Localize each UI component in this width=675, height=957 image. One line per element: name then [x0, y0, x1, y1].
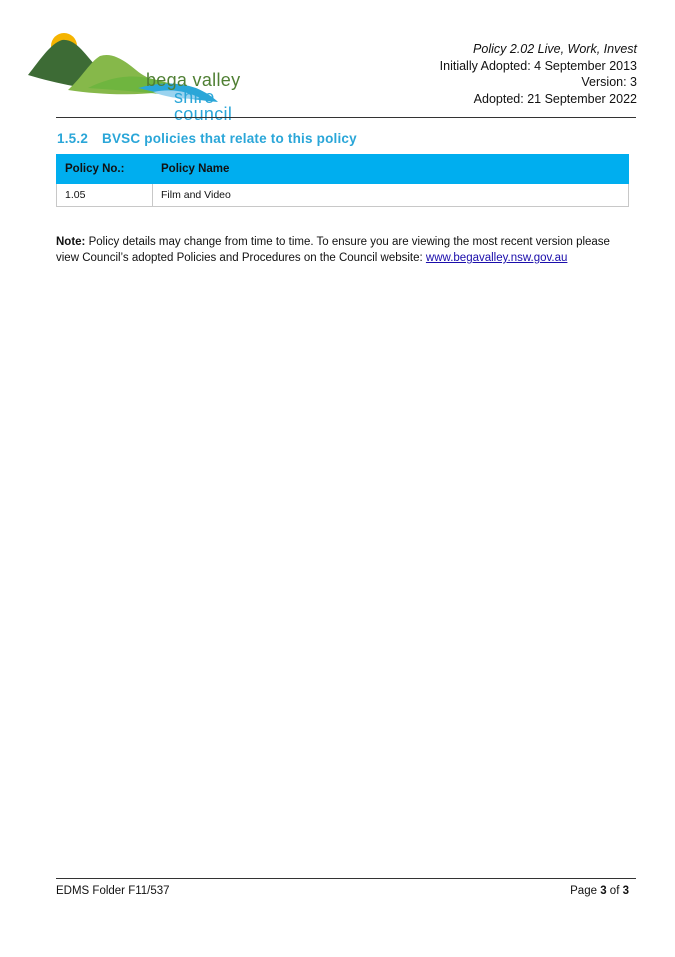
- note-paragraph: [56, 234, 631, 266]
- note-label: Note:: [56, 236, 86, 248]
- header-divider: [56, 117, 636, 118]
- council-website-link[interactable]: www.begavalley.nsw.gov.au: [425, 252, 568, 264]
- page-current: 3: [600, 885, 607, 897]
- section-title: BVSC policies that relate to this policy: [102, 131, 357, 146]
- header-policy-name: Policy Name: [153, 155, 629, 184]
- section-heading: [57, 131, 357, 146]
- policy-title: Policy 2.02 Live, Work, Invest: [473, 42, 637, 56]
- council-logo: [28, 30, 258, 124]
- adopted-date: Adopted: 21 September 2022: [473, 91, 637, 106]
- section-number: 1.5.2: [57, 131, 89, 146]
- header-policy-no: Policy No.:: [57, 155, 153, 184]
- table-row: [57, 184, 629, 207]
- edms-folder: EDMS Folder F11/537: [56, 885, 170, 897]
- initially-adopted: Initially Adopted: 4 September 2013: [439, 58, 637, 73]
- related-policies-table: [56, 154, 629, 207]
- page-mid: of: [606, 885, 623, 897]
- version: Version: 3: [581, 75, 637, 89]
- page-number: [570, 885, 629, 897]
- logo-text: [146, 72, 258, 123]
- header-meta: [440, 41, 637, 107]
- cell-policy-name: Film and Video: [153, 184, 629, 207]
- page-prefix: Page: [570, 885, 601, 897]
- table-header-row: [57, 155, 629, 184]
- page-total: 3: [622, 885, 629, 897]
- logo-line-1: bega valley: [146, 70, 241, 90]
- logo-line-2: shire council: [174, 87, 233, 124]
- footer-divider: [56, 878, 636, 879]
- note-text: Policy details may change from time to time. To ensure you are viewing the most recent version please view Council’s adopted Policies and Procedures on the Council website:: [56, 236, 610, 264]
- cell-policy-no: 1.05: [57, 184, 153, 207]
